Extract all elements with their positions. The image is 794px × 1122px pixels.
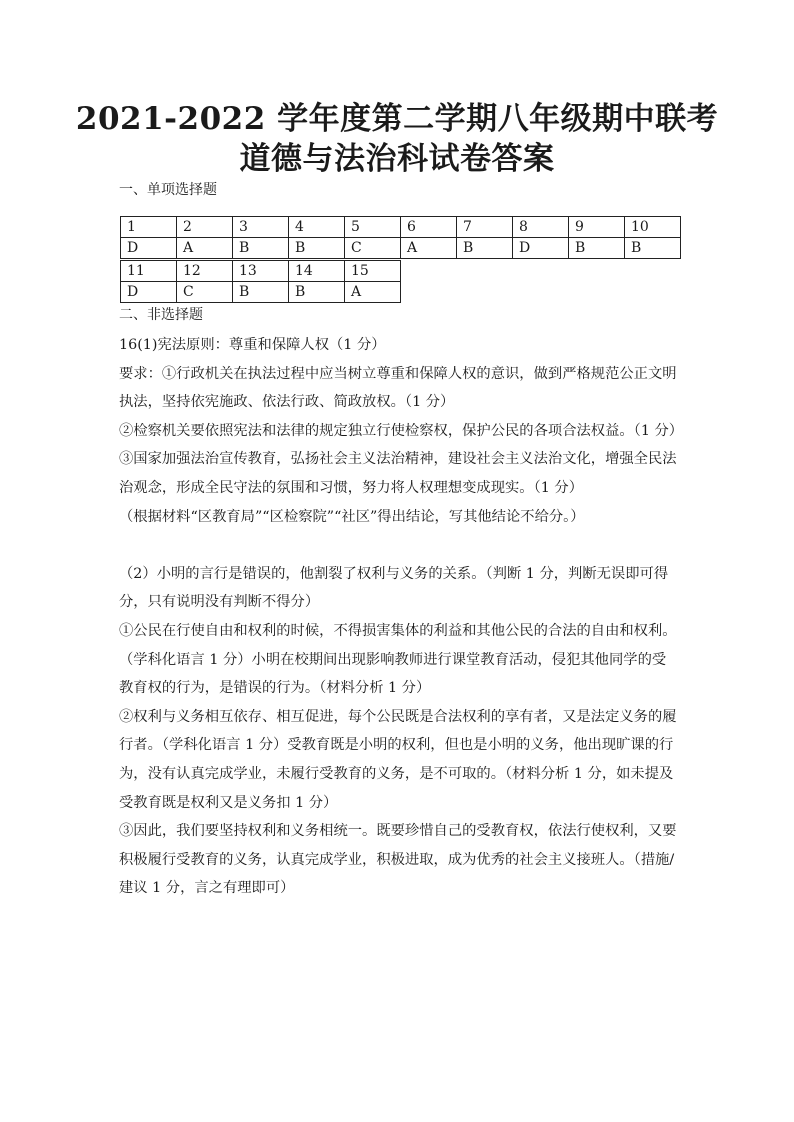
answer-cell: B — [233, 238, 289, 259]
answer-cell: D — [121, 282, 177, 303]
question-number-cell: 10 — [625, 217, 681, 238]
question-number-row — [121, 217, 681, 238]
answer-cell: B — [233, 282, 289, 303]
answer-cell: D — [513, 238, 569, 259]
answer-paragraph: ③国家加强法治宣传教育，弘扬社会主义法治精神，建设社会主义法治文化，增强全民法治观念，形成全民守法的氛围和习惯，努力将人权理想变成现实。（1 分） — [119, 451, 677, 496]
answer-paragraph: ③因此，我们要坚持权利和义务相统一。既要珍惜自己的受教育权，依法行使权利，又要积极履行受教育的义务，认真完成学业，积极进取，成为优秀的社会主义接班人。（措施/建议 1 分，言之有理即可） — [119, 823, 677, 897]
question-number-cell: 3 — [233, 217, 289, 238]
question-number-cell: 8 — [513, 217, 569, 238]
answer-cell: A — [401, 238, 457, 259]
section-heading-non-choice: 二、非选择题 — [119, 307, 203, 323]
answer-paragraph: （根据材料“区教育局”“区检察院”“社区”得出结论，写其他结论不给分。） — [119, 508, 585, 525]
question-number-cell: 11 — [121, 261, 177, 282]
answer-paragraph: 要求：①行政机关在执法过程中应当树立尊重和保障人权的意识，做到严格规范公正文明执法，坚持依宪施政、依法行政、简政放权。（1 分） — [119, 365, 677, 411]
question-number-row — [121, 261, 401, 282]
answer-cell: B — [289, 282, 345, 303]
question-number-cell: 7 — [457, 217, 513, 238]
section-heading-multiple-choice: 一、单项选择题 — [119, 182, 217, 198]
answer-cell: B — [457, 238, 513, 259]
question-number-cell: 13 — [233, 261, 289, 282]
answer-paragraph: ②检察机关要依照宪法和法律的规定独立行使检察权，保护公民的各项合法权益。（1 分） — [119, 422, 684, 439]
question-number-cell: 1 — [121, 217, 177, 238]
answer-table-11-15 — [120, 260, 401, 303]
document-title-line1: 2021-2022 学年度第二学期八年级期中联考 — [75, 101, 719, 137]
answer-row — [121, 238, 681, 259]
question-number-cell: 9 — [569, 217, 625, 238]
answer-cell: B — [289, 238, 345, 259]
question-number-cell: 5 — [345, 217, 401, 238]
question-number-cell: 14 — [289, 261, 345, 282]
answer-body — [119, 331, 684, 903]
answer-cell: B — [569, 238, 625, 259]
answer-cell: A — [345, 282, 401, 303]
answer-paragraph: ①公民在行使自由和权利的时候，不得损害集体的利益和其他公民的合法的自由和权利。（学科化语言 1 分）小明在校期间出现影响教师进行课堂教育活动，侵犯其他同学的受教育权的行为，是错误的行为。（材料分析 1 分） — [119, 622, 677, 697]
answer-table-1-10 — [120, 216, 681, 259]
question-number-cell: 6 — [401, 217, 457, 238]
answer-cell: A — [177, 238, 233, 259]
answer-cell: C — [345, 238, 401, 259]
question-number-cell: 15 — [345, 261, 401, 282]
answer-cell: D — [121, 238, 177, 259]
blank-line — [119, 531, 679, 560]
answer-cell: B — [625, 238, 681, 259]
document-title-line2: 道德与法治科试卷答案 — [239, 141, 555, 177]
question-number-cell: 2 — [177, 217, 233, 238]
question-number-cell: 4 — [289, 217, 345, 238]
answer-row — [121, 282, 401, 303]
answer-paragraph: 16(1)宪法原则：尊重和保障人权（1 分） — [119, 337, 386, 353]
question-number-cell: 12 — [177, 261, 233, 282]
answer-paragraph: （2）小明的言行是错误的，他割裂了权利与义务的关系。（判断 1 分，判断无误即可得分，只有说明没有判断不得分） — [119, 565, 669, 611]
answer-cell: C — [177, 282, 233, 303]
answer-paragraph: ②权利与义务相互依存、相互促进，每个公民既是合法权利的享有者，又是法定义务的履行者。（学科化语言 1 分）受教育既是小明的权利，但也是小明的义务，他出现旷课的行为，没有认真完成学业，未履行受教育的义务，是不可取的。（材料分析 1 分，如未提及受教育既是权利又是义务扣 1 分） — [119, 708, 677, 811]
